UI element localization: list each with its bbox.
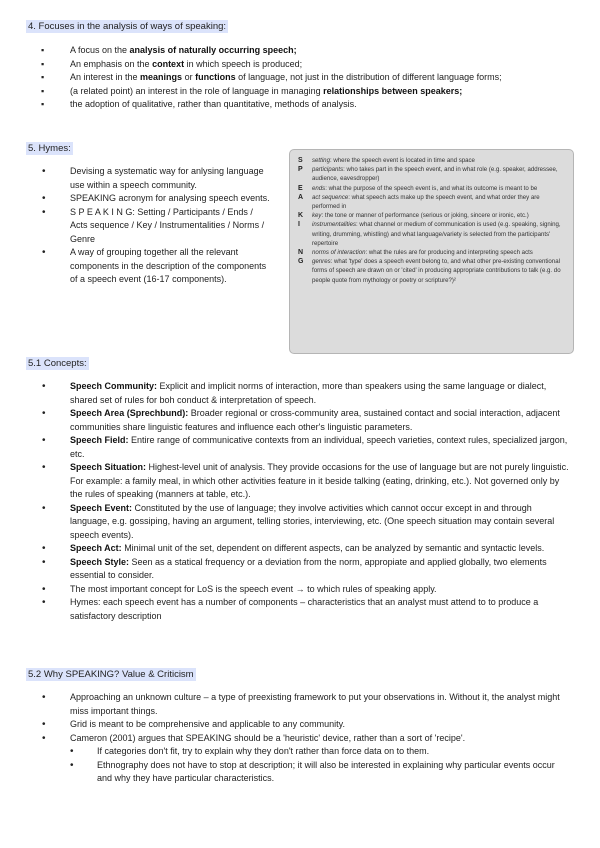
section-5-heading xyxy=(26,138,73,156)
section-5-1-heading-text: 5.1 Concepts: xyxy=(28,358,87,369)
section-5-2-heading xyxy=(26,664,196,682)
acronym-row-g: G genres: what 'type' does a speech event belong to, and what other pre-existing conventional forms of speech are drawn on or 'cited' in producing appropriate contributions to talk (e.g. do people quote from mythology or poetry or scripture?)² xyxy=(298,258,561,284)
sub-list-item: • Ethnography does not have to stop at description; it will also be interested in explaining why particular events occur and why they have particular characteristics. xyxy=(97,759,557,786)
list-item: • Speech Style: Seen as a statical frequency or a deviation from the norm, appropiate and applied globally, two elements essential to consider. xyxy=(70,556,570,583)
section-4-list xyxy=(70,44,580,112)
list-item: ▪ A focus on the analysis of naturally occurring speech; xyxy=(70,44,580,58)
list-item: • SPEAKING acronym for analysing speech events. xyxy=(70,192,270,206)
section-5-list xyxy=(70,165,270,287)
section-5-2-heading-text: 5.2 Why SPEAKING? Value & Criticism xyxy=(28,669,194,680)
section-4-heading xyxy=(26,16,228,34)
list-item: • Hymes: each speech event has a number of components – characteristics that an analyst must attend to to produce a satisfactory description xyxy=(70,596,570,623)
list-item: • Speech Event: Constituted by the use of language; they involve activities which cannot occur except in and through language, e.g. gossiping, having an argument, telling stories, interviewing, etc. (One speech situation may contain several speech events). xyxy=(70,502,570,543)
section-4-heading-text: 4. Focuses in the analysis of ways of speaking: xyxy=(28,21,227,32)
section-5-1-heading xyxy=(26,353,89,371)
list-item: • Speech Situation: Highest-level unit of analysis. They provide occasions for the use of language but are not purely linguistic. For example: a family meal, in which other activities feature in it beside talking (eating, drinking, etc.). Not governed only by the rules of speaking (manners at table, etc.). xyxy=(70,461,570,502)
acronym-row-s: S setting: where the speech event is located in time and space xyxy=(298,157,475,164)
list-item: • A way of grouping together all the relevant components in the description of the components of a speech event (16-17 components). xyxy=(70,246,270,287)
acronym-row-i: I instrumentalities: what channel or medium of communication is used (e.g. speaking, signing, writing, drumming, whistling) and what language/variety is selected from the participants' repertoire xyxy=(298,221,561,247)
list-item: ▪ An interest in the meanings or functions of language, not just in the distribution of different language forms; xyxy=(70,71,580,85)
section-5-2-sublist xyxy=(97,745,557,786)
acronym-row-p: P participants: who takes part in the speech event, and in what role (e.g. speaker, addressee, audience, eavesdropper) xyxy=(298,166,558,183)
list-item: ▪ (a related point) an interest in the role of language in managing relationships between speakers; xyxy=(70,85,580,99)
list-item: • Devising a systematic way for anlysing language use within a speech community. xyxy=(70,165,270,192)
acronym-row-n: N norms of interaction: what the rules are for producing and interpreting speech acts xyxy=(298,249,533,257)
list-item: • Approaching an unknown culture – a type of preexisting framework to put your observations in. Without it, the analyst might miss important things. xyxy=(70,691,570,718)
list-item: • Speech Act: Minimal unit of the set, dependent on different aspects, can be analyzed by semantic and syntactic levels. xyxy=(70,542,570,556)
acronym-row-e: E ends: what the purpose of the speech event is, and what its outcome is meant to be xyxy=(298,184,538,192)
list-item: • Speech Field: Entire range of communicative contexts from an individual, speech varieties, context rules, specialized jargon, etc. xyxy=(70,434,570,461)
list-item: • Speech Community: Explicit and implicit norms of interaction, more than speakers using the same language or dialect, shared set of rules for boh conduct & interpretation of speech. xyxy=(70,380,570,407)
speaking-acronym-box xyxy=(289,149,574,354)
list-item: • Grid is meant to be comprehensive and applicable to any community. xyxy=(70,718,570,732)
list-item: ▪ the adoption of qualitative, rather than quantitative, methods of analysis. xyxy=(70,98,580,112)
list-item: • Cameron (2001) argues that SPEAKING should be a 'heuristic' device, rather than a sort of 'recipe'. xyxy=(70,732,570,746)
sub-list-item: • If categories don't fit, try to explain why they don't rather than force data on to them. xyxy=(97,745,557,759)
section-5-1-list xyxy=(70,380,570,623)
section-5-2-list xyxy=(70,691,570,745)
acronym-row-k: K key: the tone or manner of performance (serious or joking, sincere or ironic, etc.) xyxy=(298,212,529,220)
list-item: • The most important concept for LoS is the speech event → to which rules of speaking apply. xyxy=(70,583,570,597)
list-item: ▪ An emphasis on the context in which speech is produced; xyxy=(70,58,580,72)
list-item: • Speech Area (Sprechbund): Broader regional or cross-community area, sustained contact and social interaction, adjacent communities share linguistic features and influence each other's linguistic parameters. xyxy=(70,407,570,434)
acronym-row-a: A act sequence: what speech acts make up the speech event, and what order they are performed in xyxy=(298,193,540,211)
list-item: • S P E A K I N G: Setting / Participants / Ends / Acts sequence / Key / Instrumentalities / Norms / Genre xyxy=(70,206,270,247)
section-5-heading-text: 5. Hymes: xyxy=(28,143,71,154)
